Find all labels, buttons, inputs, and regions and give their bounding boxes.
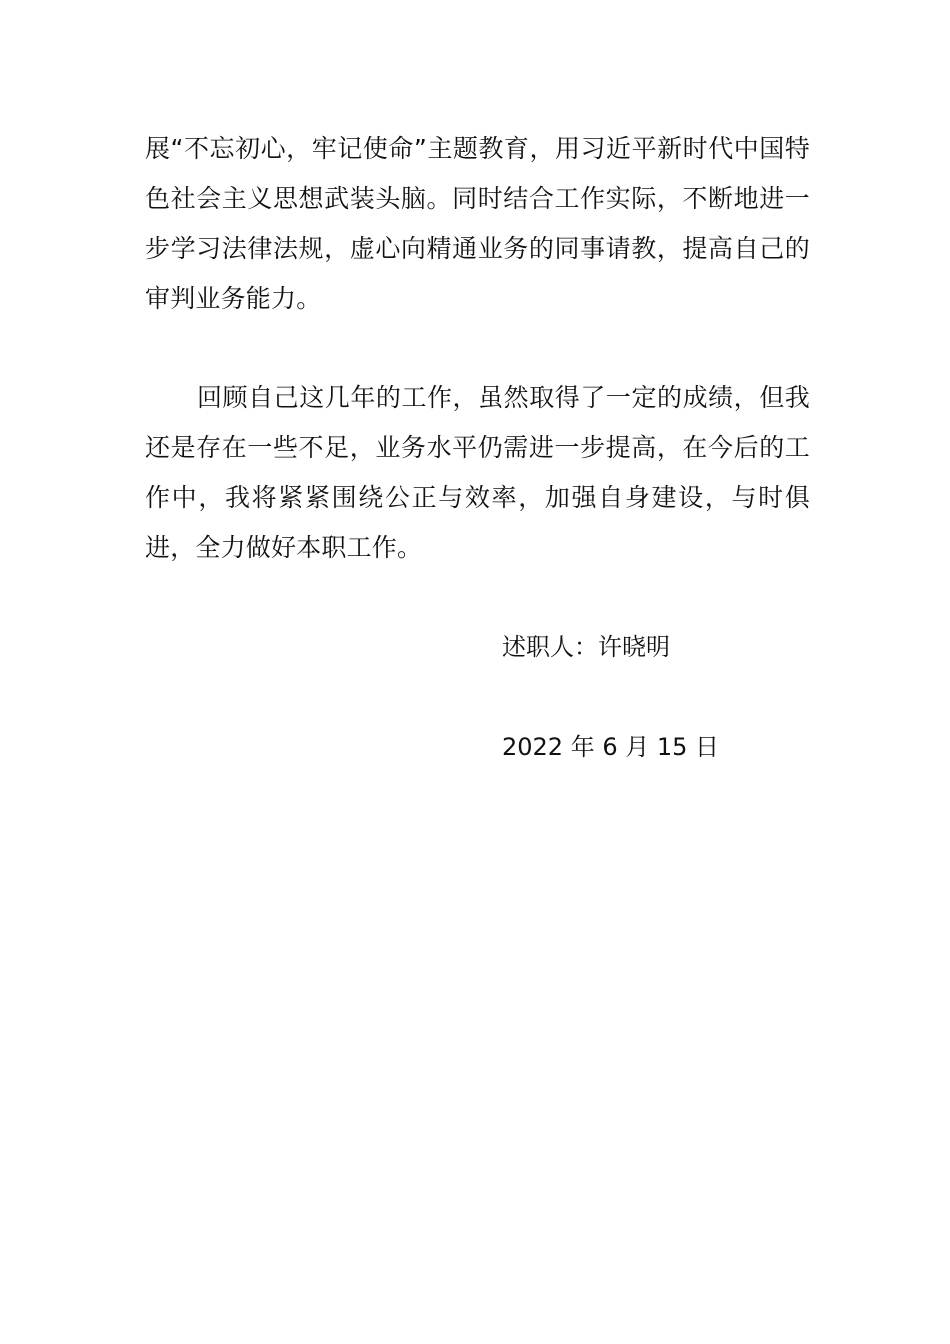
date-line: 2022 年 6 月 15 日	[502, 733, 720, 761]
body-paragraph-1: 展“不忘初心，牢记使命”主题教育，用习近平新时代中国特色社会主义思想武装头脑。同时结合工作实际，不断地进一步学习法律法规，虚心向精通业务的同事请教，提高自己的审判业务能力。	[145, 134, 810, 313]
body-paragraph-2: 回顾自己这几年的工作，虽然取得了一定的成绩，但我还是存在一些不足，业务水平仍需进一步提高，在今后的工作中，我将紧紧围绕公正与效率，加强自身建设，与时俱进，全力做好本职工作。	[145, 383, 810, 562]
signature-line: 述职人：许晓明	[502, 633, 670, 661]
